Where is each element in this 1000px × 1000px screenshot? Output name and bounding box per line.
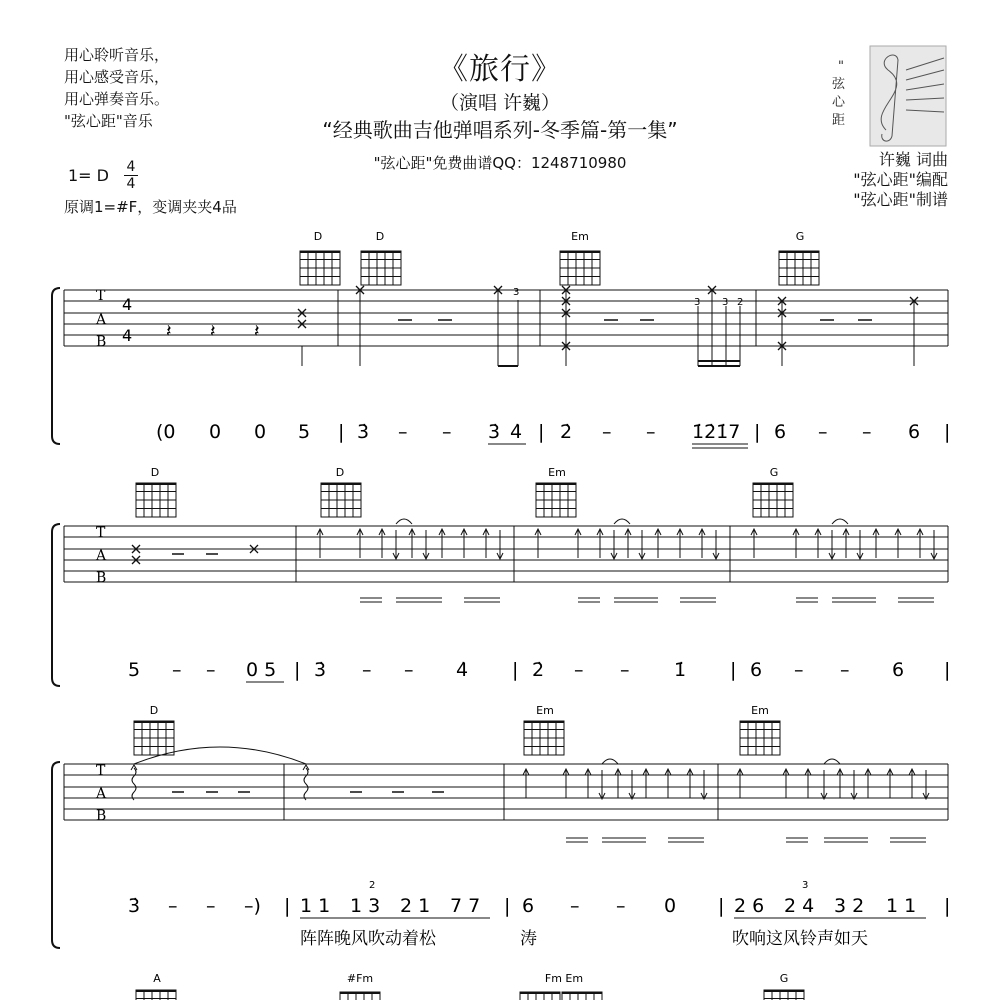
logo-char: 距 bbox=[832, 113, 846, 128]
note: – bbox=[818, 421, 828, 443]
note: 0 5 bbox=[246, 659, 277, 681]
logo-char: 心 bbox=[832, 95, 846, 110]
note: 5 bbox=[298, 421, 311, 443]
row3-jianpu bbox=[128, 895, 950, 917]
credit-line: 许巍 词曲 bbox=[878, 150, 948, 169]
note: 1 1 bbox=[886, 895, 917, 917]
small-mark: 2 bbox=[369, 880, 376, 891]
series-title: “经典歌曲吉他弹唱系列-冬季篇-第一集” bbox=[322, 118, 678, 142]
chord-name: D bbox=[149, 704, 159, 717]
note: 2 6 bbox=[734, 895, 765, 917]
tab-number: 4 bbox=[122, 295, 133, 314]
lyrics: 吹响这风铃声如天 bbox=[732, 929, 868, 949]
note: – bbox=[840, 659, 850, 681]
barline: | bbox=[284, 895, 291, 917]
motto-line: "弦心距"音乐 bbox=[64, 112, 153, 130]
tab-letter: T bbox=[96, 763, 106, 779]
row4-chords bbox=[136, 972, 804, 1000]
tab-letter: B bbox=[96, 334, 107, 350]
chord-name: D bbox=[335, 466, 345, 479]
tab-number: 2 bbox=[737, 297, 744, 308]
chord-name: A bbox=[153, 972, 161, 985]
note: 0 bbox=[664, 895, 677, 917]
svg-text:𝄽: 𝄽 bbox=[210, 321, 216, 342]
note: 5 bbox=[128, 659, 141, 681]
note: 6 bbox=[774, 421, 787, 443]
chord-name: Em bbox=[751, 704, 769, 717]
note: 1 3 bbox=[350, 895, 381, 917]
note: – bbox=[172, 659, 182, 681]
svg-text:": " bbox=[838, 59, 844, 74]
original-key: 原调1=#F，变调夹夹4品 bbox=[64, 198, 237, 216]
tab-letter: T bbox=[96, 288, 106, 304]
barline: | bbox=[944, 421, 951, 443]
chord-name: Fm Em bbox=[544, 972, 584, 985]
svg-text:𝄽: 𝄽 bbox=[166, 321, 172, 342]
chord-name: Em bbox=[571, 230, 589, 243]
note: 1̇ bbox=[674, 659, 687, 681]
note: –) bbox=[244, 895, 261, 917]
tab-number: 3 bbox=[694, 297, 701, 308]
tab-letter: A bbox=[96, 786, 107, 802]
note: 6 bbox=[892, 659, 905, 681]
note: – bbox=[442, 421, 452, 443]
tab-letter: A bbox=[96, 548, 107, 564]
note: – bbox=[620, 659, 630, 681]
chord-name: G bbox=[779, 972, 789, 985]
note: – bbox=[616, 895, 626, 917]
note: 1 1 bbox=[300, 895, 331, 917]
note: – bbox=[206, 659, 216, 681]
note: – bbox=[574, 659, 584, 681]
row2-strums bbox=[317, 529, 937, 559]
note: 2 4 bbox=[784, 895, 815, 917]
note: – bbox=[168, 895, 178, 917]
barline: | bbox=[730, 659, 737, 681]
row1-chords bbox=[300, 230, 819, 285]
barline: | bbox=[512, 659, 519, 681]
chord-name: G bbox=[769, 466, 779, 479]
chord-name: Em bbox=[548, 466, 566, 479]
note: 4̇ bbox=[510, 421, 523, 443]
note: – bbox=[362, 659, 372, 681]
note: 2̇ bbox=[560, 421, 573, 443]
tab-letter: T bbox=[96, 525, 106, 541]
song-title: 《旅行》 bbox=[438, 52, 562, 87]
barline: | bbox=[754, 421, 761, 443]
note: (0 bbox=[156, 421, 176, 443]
lyrics: 阵阵晚风吹动着松 bbox=[300, 929, 436, 949]
barline: | bbox=[944, 659, 951, 681]
small-mark: 3 bbox=[802, 880, 809, 891]
tab-letter: A bbox=[96, 312, 107, 328]
note: 0 bbox=[254, 421, 267, 443]
note: – bbox=[646, 421, 656, 443]
chord-name: D bbox=[150, 466, 160, 479]
row2-jianpu bbox=[128, 659, 950, 681]
note: – bbox=[602, 421, 612, 443]
credit-line: "弦心距"编配 bbox=[853, 170, 948, 189]
row2-chords bbox=[136, 466, 793, 517]
tab-letter: B bbox=[96, 570, 107, 586]
barline: | bbox=[294, 659, 301, 681]
motto-line: 用心弹奏音乐。 bbox=[64, 90, 170, 108]
chord-name: D bbox=[313, 230, 323, 243]
note: – bbox=[570, 895, 580, 917]
key-signature: 1= D bbox=[68, 166, 109, 185]
note: 3̇ bbox=[128, 895, 141, 917]
barline: | bbox=[944, 895, 951, 917]
barline: | bbox=[718, 895, 725, 917]
note: – bbox=[404, 659, 414, 681]
note: 2 1 bbox=[400, 895, 431, 917]
note: 3̇ bbox=[357, 421, 370, 443]
note: 6 bbox=[750, 659, 763, 681]
barline: | bbox=[504, 895, 511, 917]
row3-strums bbox=[523, 769, 929, 799]
note: 7 7 bbox=[450, 895, 481, 917]
motto-line: 用心感受音乐， bbox=[64, 68, 170, 86]
time-top: 4 bbox=[126, 159, 136, 175]
tab-number: 3 bbox=[722, 297, 729, 308]
note: 4̇ bbox=[456, 659, 469, 681]
row1-jianpu bbox=[156, 421, 950, 443]
logo-char: 弦 bbox=[832, 77, 846, 92]
note: – bbox=[794, 659, 804, 681]
row1-staff bbox=[64, 290, 948, 346]
note: – bbox=[862, 421, 872, 443]
svg-text:𝄽: 𝄽 bbox=[254, 321, 260, 342]
note: 6 bbox=[908, 421, 921, 443]
lyrics: 涛 bbox=[520, 929, 537, 949]
note: 6 bbox=[522, 895, 535, 917]
note: 0 bbox=[209, 421, 222, 443]
note: 3 2 bbox=[834, 895, 865, 917]
row3-staff bbox=[64, 764, 948, 820]
credit-line: "弦心距"制谱 bbox=[853, 190, 948, 209]
note: – bbox=[398, 421, 408, 443]
chord-name: #Fm bbox=[346, 972, 374, 985]
chord-name: Em bbox=[536, 704, 554, 717]
tab-letter: B bbox=[96, 808, 107, 824]
note: 3̇ bbox=[488, 421, 501, 443]
chord-name: D bbox=[375, 230, 385, 243]
note: 1̇2̇1̇7 bbox=[692, 421, 741, 443]
motto-line: 用心聆听音乐， bbox=[64, 46, 170, 64]
tab-number: 4 bbox=[122, 326, 133, 345]
chord-name: G bbox=[795, 230, 805, 243]
barline: | bbox=[338, 421, 345, 443]
note: – bbox=[206, 895, 216, 917]
note: 2̇ bbox=[532, 659, 545, 681]
qq-info: "弦心距"免费曲谱QQ：1248710980 bbox=[373, 154, 627, 172]
barline: | bbox=[538, 421, 545, 443]
time-bottom: 4 bbox=[126, 176, 136, 192]
singer: （演唱 许巍） bbox=[439, 92, 561, 114]
note: 3̇ bbox=[314, 659, 327, 681]
tab-number: 3 bbox=[513, 287, 520, 298]
